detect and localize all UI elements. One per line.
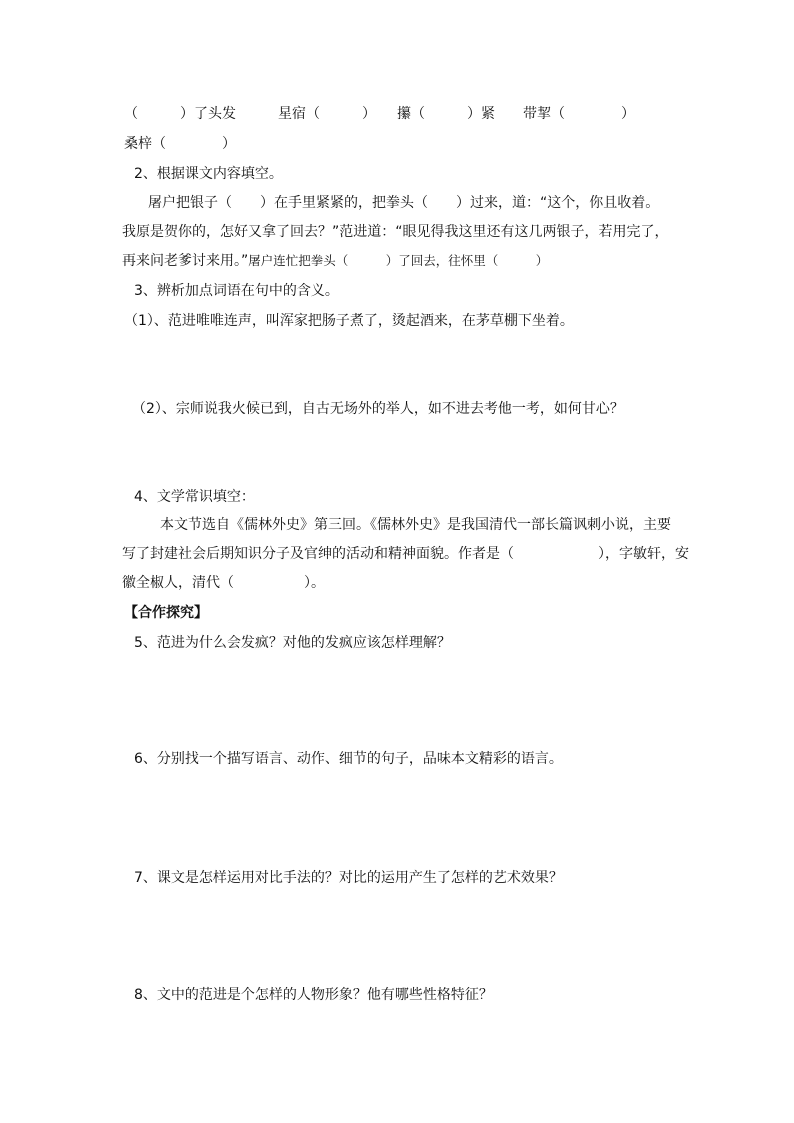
q5-text: 5、范进为什么会发疯？对他的发疯应该怎样理解？ — [134, 635, 451, 651]
q4-line1: 本文节选自《儒林外史》第三回。《儒林外史》是我国清代一部长篇讽刺小说，主要 — [160, 517, 671, 533]
q2-paragraph-line3-small: 屠户连忙把拳头（ ）了回去，往怀里（ ） — [248, 253, 549, 268]
q4-line2: 写了封建社会后期知识分子及官绅的活动和精神面貌。作者是（ ），字敏轩，安 — [122, 546, 689, 562]
q2-paragraph-line3-main: 再来问老爹讨来用。” — [122, 253, 249, 269]
q4-title: 4、文学常识填空： — [134, 489, 255, 505]
q6-text: 6、分别找一个描写语言、动作、细节的句子，品味本文精彩的语言。 — [134, 751, 563, 767]
q1-blanks-row1: （ ）了头发 星宿（ ） 攥（ ）紧 带挈（ ） — [124, 106, 635, 122]
q2-paragraph-line2: 我原是贺你的，怎好又拿了回去？”范进道：“眼见得我这里还有这几两银子，若用完了， — [122, 224, 669, 240]
q3-item1: （1）、范进唯唯连声，叫浑家把肠子煮了，烫起酒来，在茅草棚下坐着。 — [124, 313, 574, 329]
q8-text: 8、文中的范进是个怎样的人物形象？他有哪些性格特征？ — [134, 987, 493, 1003]
q2-paragraph-line1: 屠户把银子（ ）在手里紧紧的，把拳头（ ）过来，道：“这个，你且收着。 — [148, 195, 660, 211]
q3-item2: （2）、宗师说我火候已到，自古无场外的举人，如不进去考他一考，如何甘心？ — [132, 401, 624, 417]
q7-text: 7、课文是怎样运用对比手法的？对比的运用产生了怎样的艺术效果？ — [134, 870, 563, 886]
q3-title: 3、辨析加点词语在句中的含义。 — [134, 283, 339, 299]
q2-paragraph-line3 — [122, 251, 548, 271]
q1-blanks-row2: 桑梓（ ） — [124, 136, 236, 152]
section-heading: 【合作探究】 — [124, 605, 208, 621]
q4-line3: 徽全椒人，清代（ ）。 — [122, 575, 325, 591]
q2-title: 2、根据课文内容填空。 — [134, 166, 283, 182]
